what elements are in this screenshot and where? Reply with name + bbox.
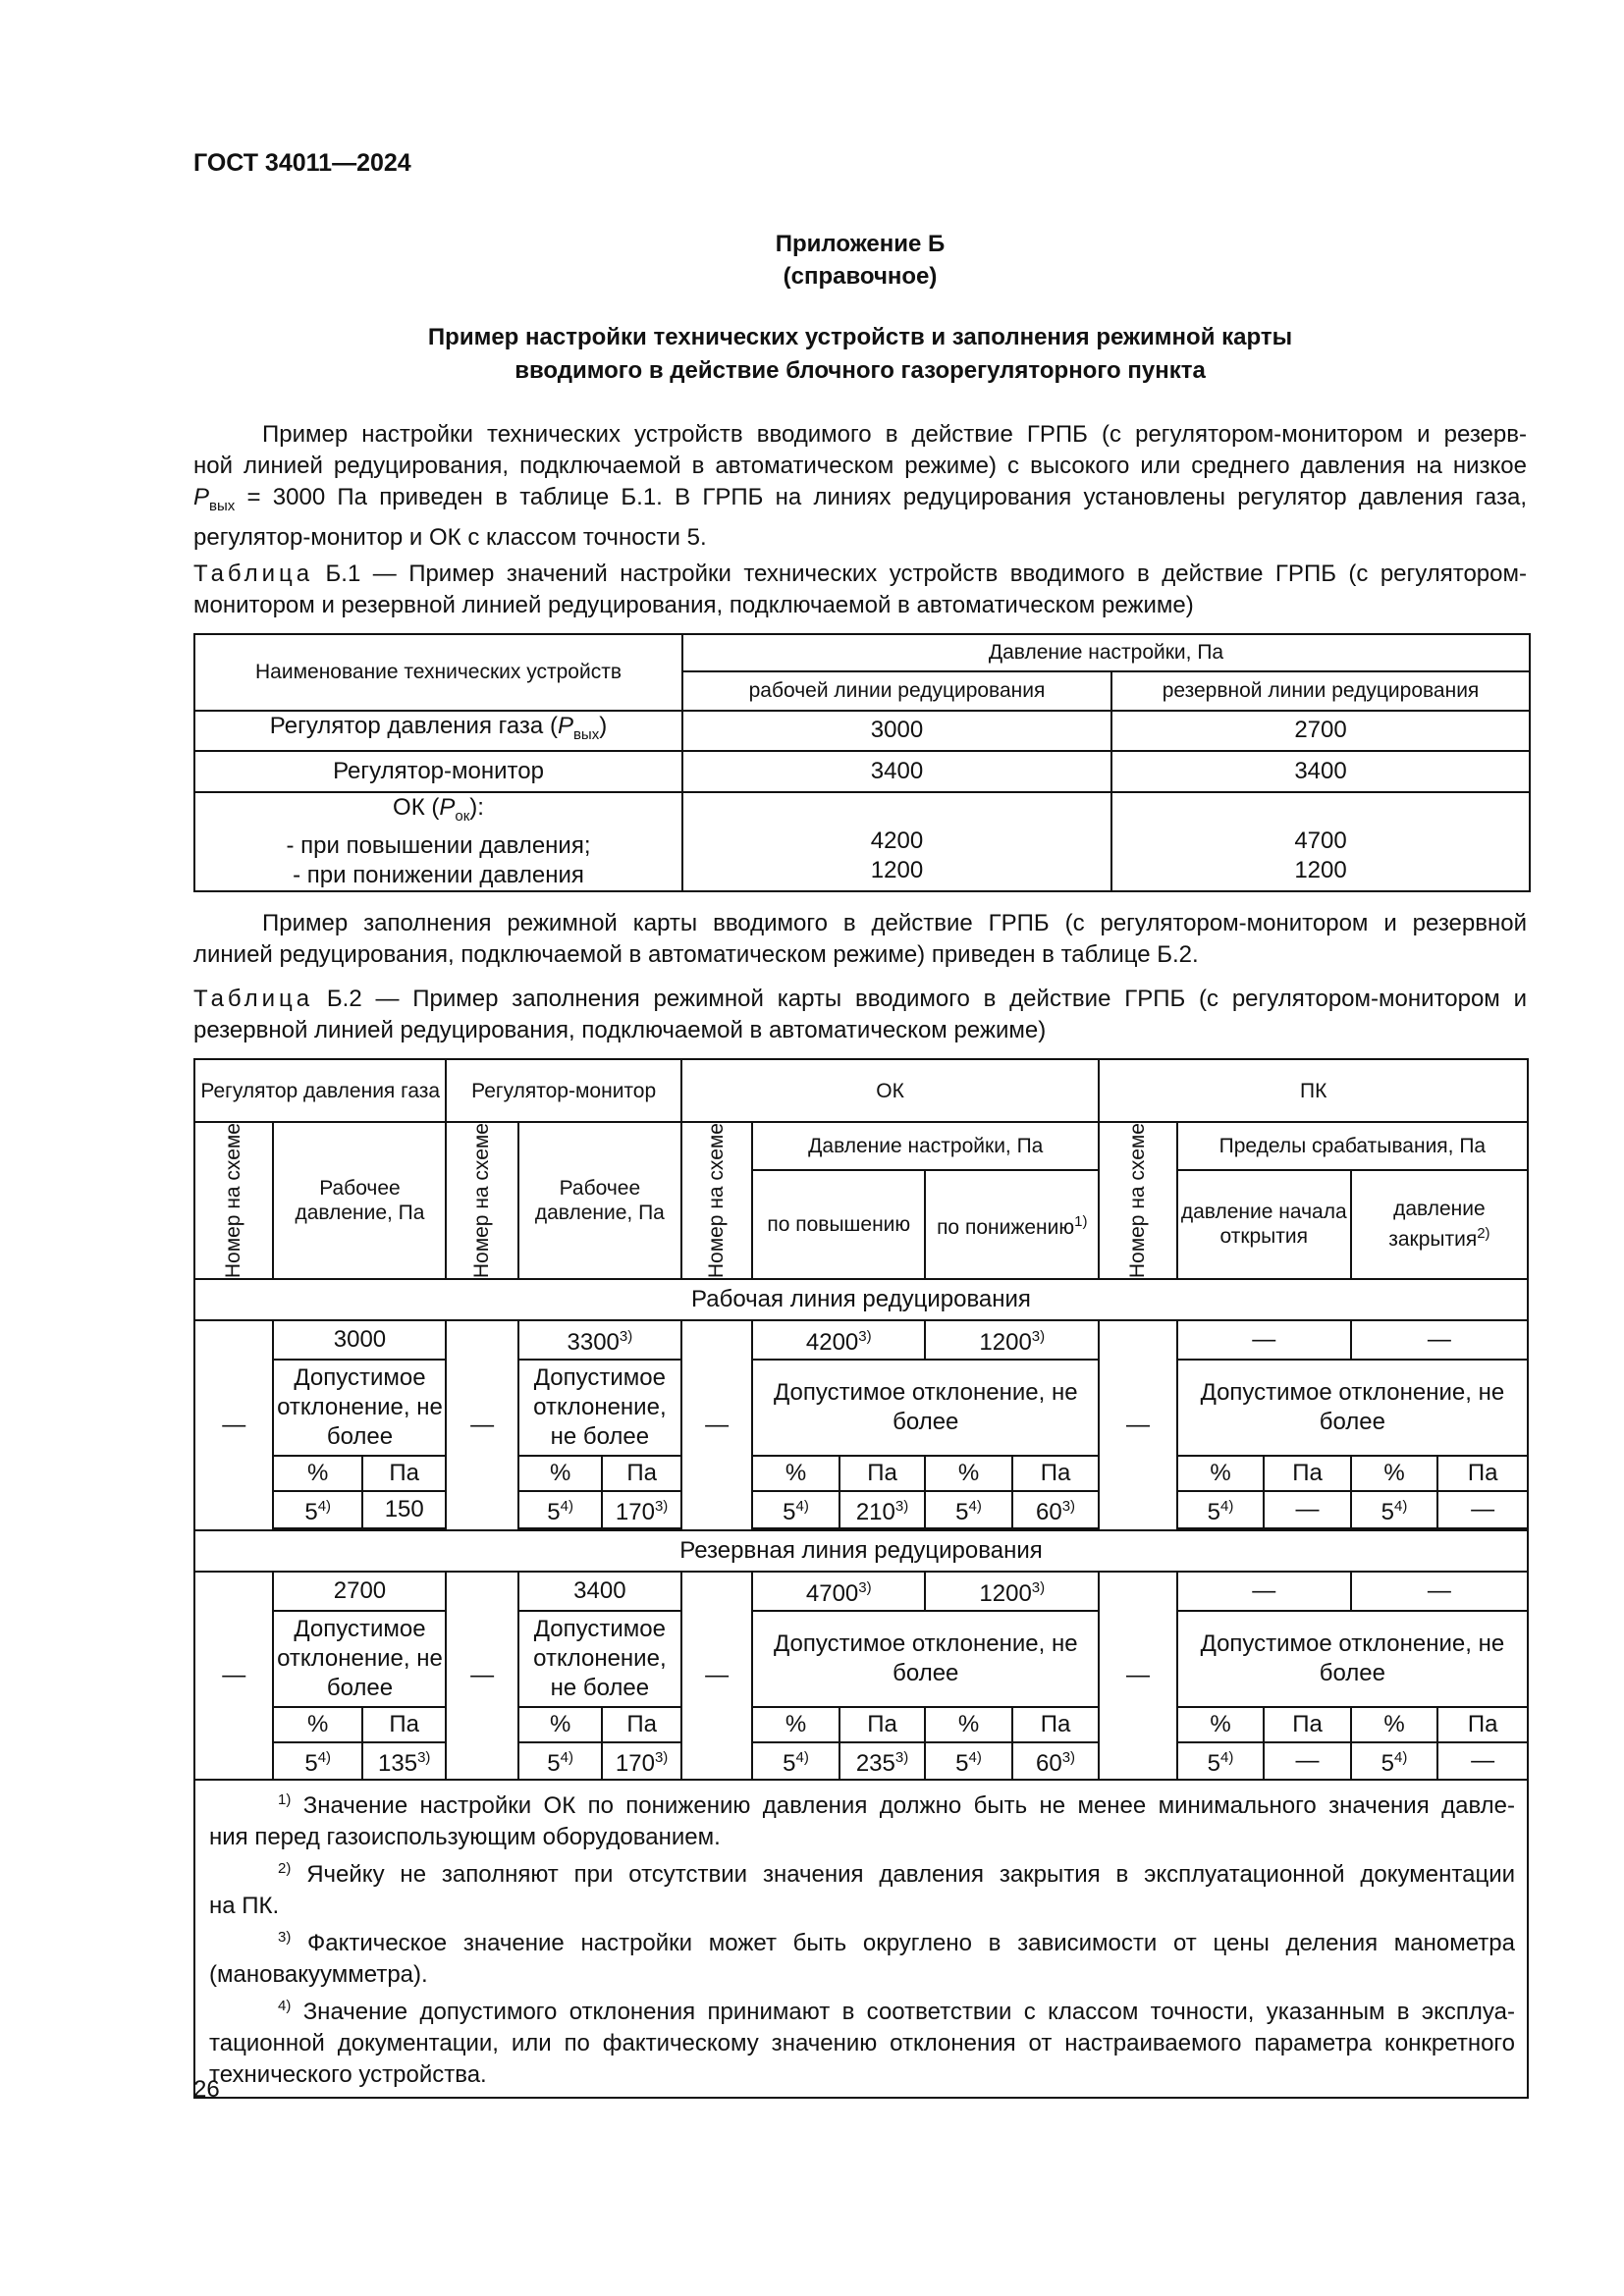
intro-line3: = 3000 Па приведен в таблице Б.1. В ГРПБ на линиях редуцирования установлены регулятор давления газа,	[235, 484, 1527, 510]
table1-header-reserve: резервной линии редуцирования	[1111, 671, 1530, 711]
t2-unit: Па	[1264, 1456, 1351, 1491]
table1-header-name: Наименование технических устройств	[194, 634, 682, 711]
table-row	[194, 1742, 1528, 1780]
table1-header-work: рабочей линии редуцирования	[682, 671, 1111, 711]
t2-val: 5$^{4)}$	[1351, 1491, 1438, 1528]
intro-paragraph	[193, 419, 1527, 554]
intro-line2: ной линией редуцирования, подключаемой в автоматическом режиме) с высокого или среднего давления на низкое	[193, 453, 1527, 479]
between-line2: линией редуцирования, подключаемой в автоматическом режиме) приведен в таблице Б.2.	[193, 941, 1199, 968]
t2-header-down: по понижению$^{1)}$	[925, 1170, 1099, 1280]
t2-unit: %	[752, 1456, 839, 1491]
intro-line1: Пример настройки технических устройств вводимого в действие ГРПБ (с регулятором-монитором и резерв-	[262, 421, 1527, 448]
t2-r-num-pk: —	[1099, 1572, 1176, 1780]
intro-line4: регулятор-монитор и ОК с классом точности 5.	[193, 523, 707, 551]
table2	[193, 1058, 1529, 2099]
t2-header-close: давление закрытия$^{2)}$	[1351, 1170, 1528, 1280]
t2-header-limits: Пределы срабатывания, Па	[1177, 1122, 1528, 1170]
t2-val: —	[1437, 1742, 1528, 1780]
intro-p-sub: вых	[209, 497, 236, 514]
t2-r-pk-open: —	[1177, 1572, 1351, 1611]
t2-w-num-mon: —	[446, 1320, 517, 1530]
t2-unit: %	[1177, 1707, 1265, 1742]
t2-r-ok-down: 1200$^{3)}$	[925, 1572, 1099, 1611]
t2-w-mon-p: 3300$^{3)}$	[518, 1320, 681, 1360]
appendix-heading-line2: вводимого в действие блочного газорегуляторного пункта	[514, 357, 1206, 384]
t2-val: 5$^{4)}$	[925, 1742, 1012, 1780]
t2-unit: Па	[1012, 1456, 1100, 1491]
t2-unit: %	[925, 1707, 1012, 1742]
t2-w-num-pk: —	[1099, 1320, 1176, 1530]
document-header: ГОСТ 34011—2024	[193, 149, 411, 177]
table1-caption	[193, 559, 1527, 621]
t2-header-up: по повышению	[752, 1170, 925, 1280]
t2-val: —	[1437, 1491, 1528, 1528]
t2-val: 135$^{3)}$	[362, 1742, 447, 1780]
between-line1: Пример заполнения режимной карты вводимого в действие ГРПБ (с регулятором-монитором и резервной	[262, 910, 1527, 936]
t2-header-regulator: Регулятор давления газа	[194, 1059, 446, 1122]
t2-r-num-reg: —	[194, 1572, 273, 1780]
t2-unit: %	[1177, 1456, 1265, 1491]
t2-r-num-mon: —	[446, 1572, 517, 1780]
appendix-heading-line1: Пример настройки технических устройств и заполнения режимной карты	[427, 324, 1293, 350]
t2-header-set-p: Давление настройки, Па	[752, 1122, 1099, 1170]
t2-val: 5$^{4)}$	[273, 1491, 362, 1528]
appendix-title: Приложение Б	[775, 231, 946, 257]
table1-r3-work: 4200 1200	[682, 792, 1111, 891]
table1-r2-name: Регулятор-монитор	[194, 751, 682, 792]
t2-unit: %	[273, 1456, 362, 1491]
t2-header-num-ok: Номер на схеме	[681, 1122, 752, 1279]
appendix-note: (справочное)	[783, 263, 938, 290]
t2-header-work-p-mon: Рабочее давление, Па	[518, 1122, 681, 1279]
t2-unit: %	[518, 1456, 602, 1491]
t2-r-pk-close: —	[1351, 1572, 1528, 1611]
table2-caption-label: Таблица	[193, 986, 314, 1012]
t2-val: 210$^{3)}$	[839, 1491, 926, 1528]
table-row	[194, 792, 1530, 891]
t2-r-reg-allowed: Допустимое отклонение, не более	[273, 1611, 446, 1707]
t2-section-reserve: Резервная линия редуцирования	[194, 1530, 1528, 1572]
t2-w-ok-allowed: Допустимое отклонение, не более	[752, 1360, 1099, 1456]
table1-caption-label: Таблица	[193, 561, 314, 587]
t2-r-ok-allowed: Допустимое отклонение, не более	[752, 1611, 1099, 1707]
table-row	[194, 711, 1530, 751]
t2-val: 5$^{4)}$	[518, 1491, 602, 1528]
t2-val: 5$^{4)}$	[518, 1742, 602, 1780]
table1-r3-reserve: 4700 1200	[1111, 792, 1530, 891]
t2-header-work-p-reg: Рабочее давление, Па	[273, 1122, 446, 1279]
table1-caption-line2: монитором и резервной линией редуцирования, подключаемой в автоматическом режиме)	[193, 592, 1194, 618]
table2-caption-line1: Б.2 — Пример заполнения режимной карты вводимого в действие ГРПБ (с регулятором-монитором и	[313, 986, 1527, 1012]
table1-r1-work: 3000	[682, 711, 1111, 751]
t2-val: 5$^{4)}$	[752, 1742, 839, 1780]
t2-unit: Па	[839, 1456, 926, 1491]
t2-val: 60$^{3)}$	[1012, 1742, 1100, 1780]
table2-caption	[193, 984, 1527, 1046]
t2-r-pk-allowed: Допустимое отклонение, не более	[1177, 1611, 1528, 1707]
t2-w-ok-up: 4200$^{3)}$	[752, 1320, 925, 1360]
t2-val: 5$^{4)}$	[273, 1742, 362, 1780]
t2-w-ok-down: 1200$^{3)}$	[925, 1320, 1099, 1360]
t2-val: 5$^{4)}$	[925, 1491, 1012, 1528]
t2-val: 150	[362, 1491, 447, 1528]
t2-unit: %	[273, 1707, 362, 1742]
table1	[193, 633, 1531, 892]
t2-val: 5$^{4)}$	[752, 1491, 839, 1528]
table1-r3-name: ОК $(P_{ок})$: - при повышении давления; - при понижении давления	[194, 792, 682, 891]
t2-w-reg-p: 3000	[273, 1320, 446, 1360]
t2-header-monitor: Регулятор-монитор	[446, 1059, 680, 1122]
t2-w-pk-allowed: Допустимое отклонение, не более	[1177, 1360, 1528, 1456]
t2-header-open: давление начала открытия	[1177, 1170, 1351, 1280]
t2-section-work: Рабочая линия редуцирования	[194, 1279, 1528, 1320]
t2-unit: Па	[1012, 1707, 1100, 1742]
t2-r-reg-p: 2700	[273, 1572, 446, 1611]
t2-w-num-reg: —	[194, 1320, 273, 1530]
t2-unit: Па	[839, 1707, 926, 1742]
t2-unit: Па	[602, 1707, 680, 1742]
table1-r2-work: 3400	[682, 751, 1111, 792]
t2-unit: Па	[362, 1456, 447, 1491]
t2-unit: Па	[1437, 1456, 1528, 1491]
t2-unit: %	[1351, 1707, 1438, 1742]
table1-caption-line1: Б.1 — Пример значений настройки технических устройств вводимого в действие ГРПБ (с регулятором-	[313, 561, 1527, 587]
table-row	[194, 751, 1530, 792]
table1-r1-name: Регулятор давления газа $(P_{вых})$	[194, 711, 682, 751]
between-paragraph	[193, 908, 1527, 971]
t2-unit: %	[752, 1707, 839, 1742]
table1-header-pressure: Давление настройки, Па	[682, 634, 1530, 671]
t2-val: 5$^{4)}$	[1177, 1742, 1265, 1780]
table2-footnotes: $^{1)}$ Значение настройки ОК по понижению давления должно быть не менее минимального значения давле- ния перед газоиспользующим оборудованием. $^{2)}$ Ячейку не заполняют при отсутствии значения давления закрытия в эксплуатационной документации на ПК. $^{3)}$ Фактическое значение настройки может быть округлено в зависимости от цены деления манометра (мановакуумметра). $^{4)}$ Значение допустимого отклонения принимают в соответствии с классом точности, указанным в эксплуа- тационной документации, или по фактическому значению отклонения от настраиваемого параметра конкретного технического устройства.	[194, 1780, 1528, 2098]
t2-r-num-ok: —	[681, 1572, 752, 1780]
t2-w-mon-allowed: Допустимое отклонение, не более	[518, 1360, 681, 1456]
t2-r-ok-up: 4700$^{3)}$	[752, 1572, 925, 1611]
t2-val: 5$^{4)}$	[1351, 1742, 1438, 1780]
t2-header-num-pk: Номер на схеме	[1099, 1122, 1176, 1279]
table-row	[194, 1320, 1528, 1360]
t2-header-num-mon: Номер на схеме	[446, 1122, 517, 1279]
t2-val: 170$^{3)}$	[602, 1742, 680, 1780]
t2-val: 5$^{4)}$	[1177, 1491, 1265, 1528]
t2-val: 235$^{3)}$	[839, 1742, 926, 1780]
t2-unit: %	[925, 1456, 1012, 1491]
t2-w-reg-allowed: Допустимое отклонение, не более	[273, 1360, 446, 1456]
t2-unit: Па	[602, 1456, 680, 1491]
t2-w-pk-close: —	[1351, 1320, 1528, 1360]
t2-w-pk-open: —	[1177, 1320, 1351, 1360]
t2-val: 170$^{3)}$	[602, 1491, 680, 1528]
t2-val: —	[1264, 1491, 1351, 1528]
t2-r-mon-p: 3400	[518, 1572, 681, 1611]
t2-unit: %	[1351, 1456, 1438, 1491]
t2-val: —	[1264, 1742, 1351, 1780]
table1-r1-reserve: 2700	[1111, 711, 1530, 751]
table2-caption-line2: резервной линией редуцирования, подключаемой в автоматическом режиме)	[193, 1017, 1047, 1043]
t2-unit: Па	[362, 1707, 447, 1742]
t2-header-pk: ПК	[1099, 1059, 1528, 1122]
intro-p-symbol: P	[193, 484, 210, 510]
t2-w-num-ok: —	[681, 1320, 752, 1530]
table1-r2-reserve: 3400	[1111, 751, 1530, 792]
page-number: 26	[193, 2076, 220, 2103]
t2-unit: %	[518, 1707, 602, 1742]
t2-header-ok: ОК	[681, 1059, 1099, 1122]
table-row	[194, 1572, 1528, 1611]
t2-header-num-reg: Номер на схеме	[194, 1122, 273, 1279]
t2-val: 60$^{3)}$	[1012, 1491, 1100, 1528]
t2-unit: Па	[1264, 1707, 1351, 1742]
t2-unit: Па	[1437, 1707, 1528, 1742]
table-row	[194, 1491, 1528, 1528]
t2-r-mon-allowed: Допустимое отклонение, не более	[518, 1611, 681, 1707]
